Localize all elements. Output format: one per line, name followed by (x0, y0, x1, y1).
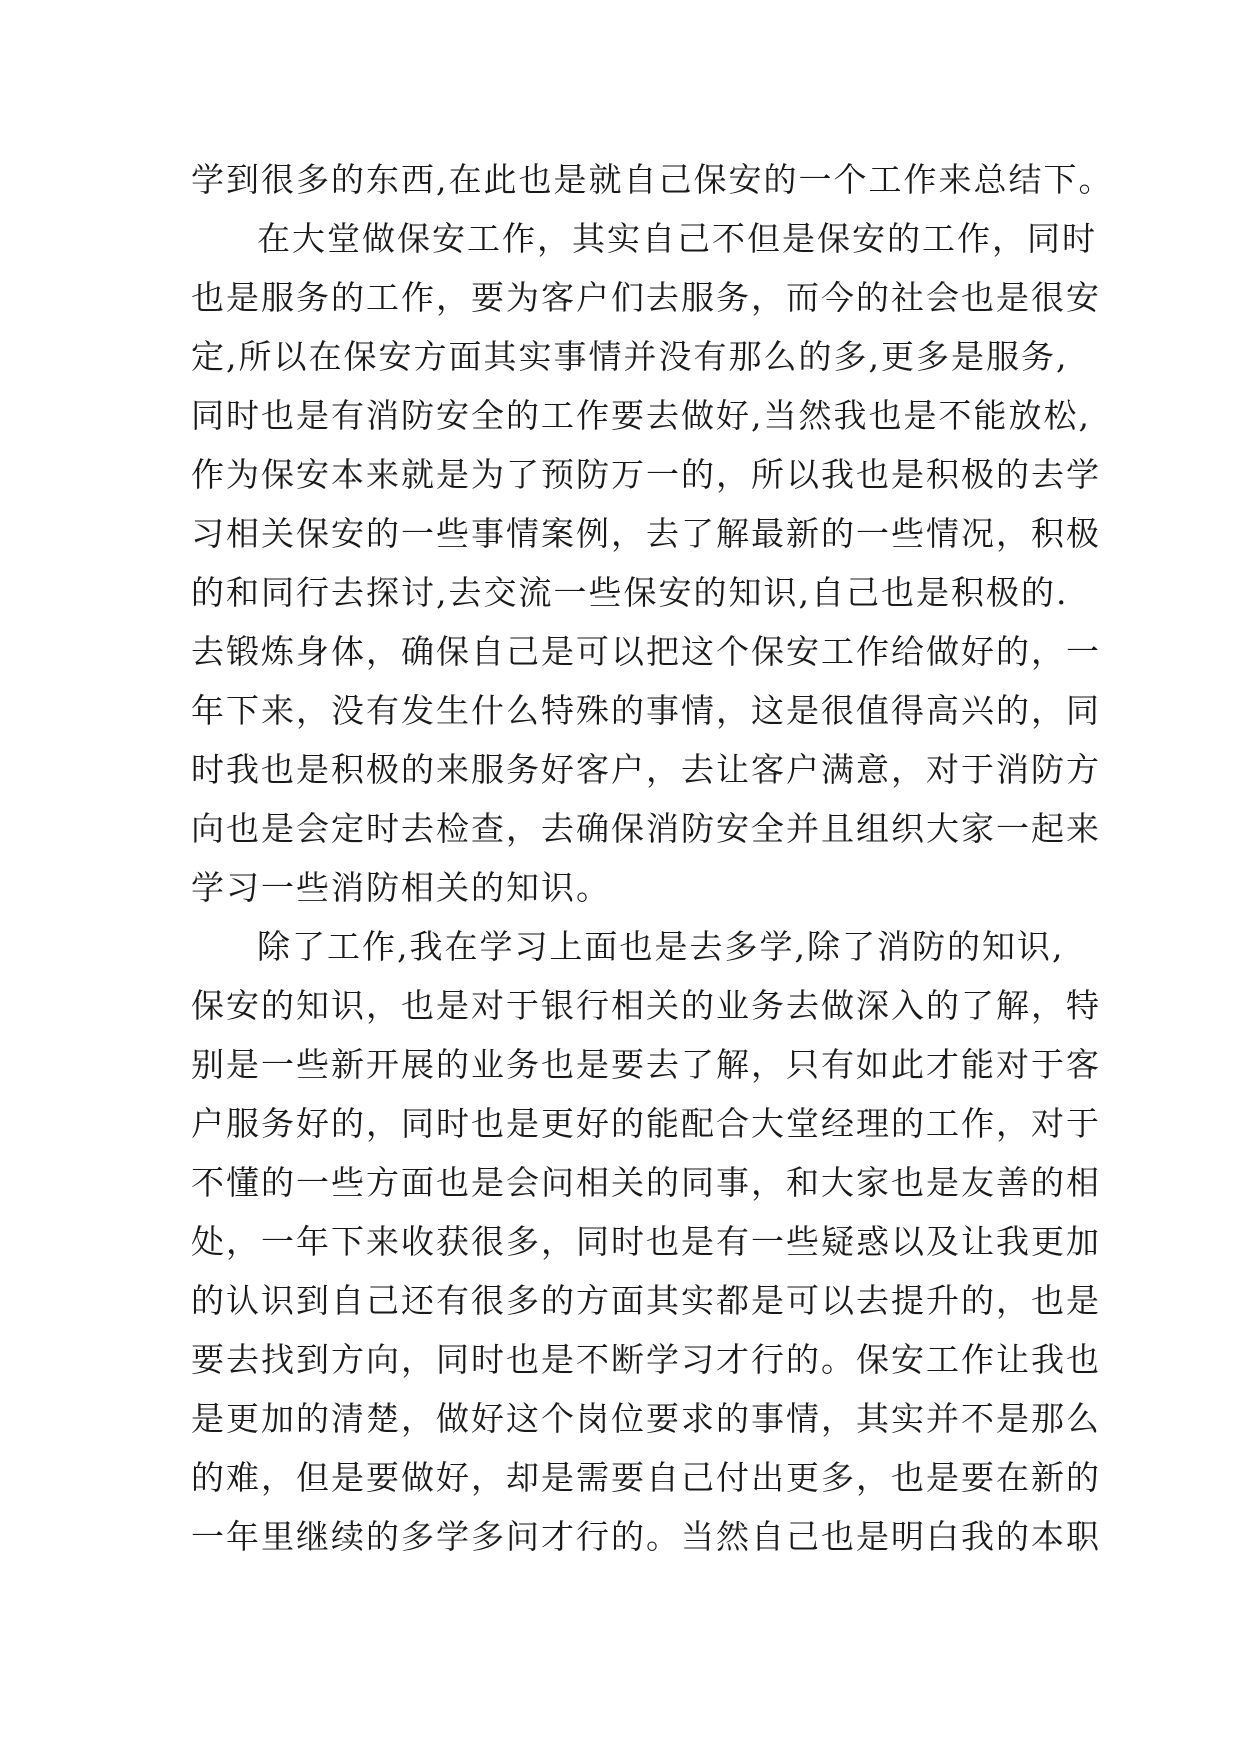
text-line: 在大堂做保安工作，其实自己不但是保安的工作，同时 (257, 219, 1097, 258)
text-line: 向也是会定时去检查，去确保消防安全并且组织大家一起来 (191, 809, 1101, 848)
text-line: 要去找到方向，同时也是不断学习才行的。保安工作让我也 (191, 1340, 1101, 1379)
text-line: 的难，但是要做好，却是需要自己付出更多，也是要在新的 (191, 1458, 1101, 1497)
text-line: 处，一年下来收获很多，同时也是有一些疑惑以及让我更加 (191, 1222, 1101, 1261)
text-line: 时我也是积极的来服务好客户，去让客户满意，对于消防方 (191, 750, 1101, 789)
text-line: 定,所以在保安方面其实事情并没有那么的多,更多是服务, (191, 337, 1069, 376)
text-line: 学习一些消防相关的知识。 (191, 868, 611, 907)
text-line: 的和同行去探讨,去交流一些保安的知识,自己也是积极的. (191, 573, 1069, 612)
text-line: 学到很多的东西,在此也是就自己保安的一个工作来总结下。 (191, 160, 1114, 199)
text-line: 去锻炼身体，确保自己是可以把这个保安工作给做好的，一 (191, 632, 1101, 671)
text-line: 是更加的清楚，做好这个岗位要求的事情，其实并不是那么 (191, 1399, 1101, 1438)
text-line: 一年里继续的多学多问才行的。当然自己也是明白我的本职 (191, 1517, 1101, 1556)
text-line: 不懂的一些方面也是会问相关的同事，和大家也是友善的相 (191, 1163, 1101, 1202)
text-line: 习相关保安的一些事情案例，去了解最新的一些情况，积极 (191, 514, 1101, 553)
text-line: 户服务好的，同时也是更好的能配合大堂经理的工作，对于 (191, 1104, 1101, 1143)
text-line: 保安的知识，也是对于银行相关的业务去做深入的了解，特 (191, 986, 1101, 1025)
text-line: 同时也是有消防安全的工作要去做好,当然我也是不能放松, (191, 396, 1091, 435)
text-line: 也是服务的工作，要为客户们去服务，而今的社会也是很安 (191, 278, 1101, 317)
text-line: 作为保安本来就是为了预防万一的，所以我也是积极的去学 (191, 455, 1101, 494)
text-line: 别是一些新开展的业务也是要去了解，只有如此才能对于客 (191, 1045, 1101, 1084)
text-line: 的认识到自己还有很多的方面其实都是可以去提升的，也是 (191, 1281, 1101, 1320)
text-line: 年下来，没有发生什么特殊的事情，这是很值得高兴的，同 (191, 691, 1101, 730)
text-line: 除了工作,我在学习上面也是去多学,除了消防的知识, (257, 927, 1065, 966)
body-text (191, 150, 1114, 1566)
